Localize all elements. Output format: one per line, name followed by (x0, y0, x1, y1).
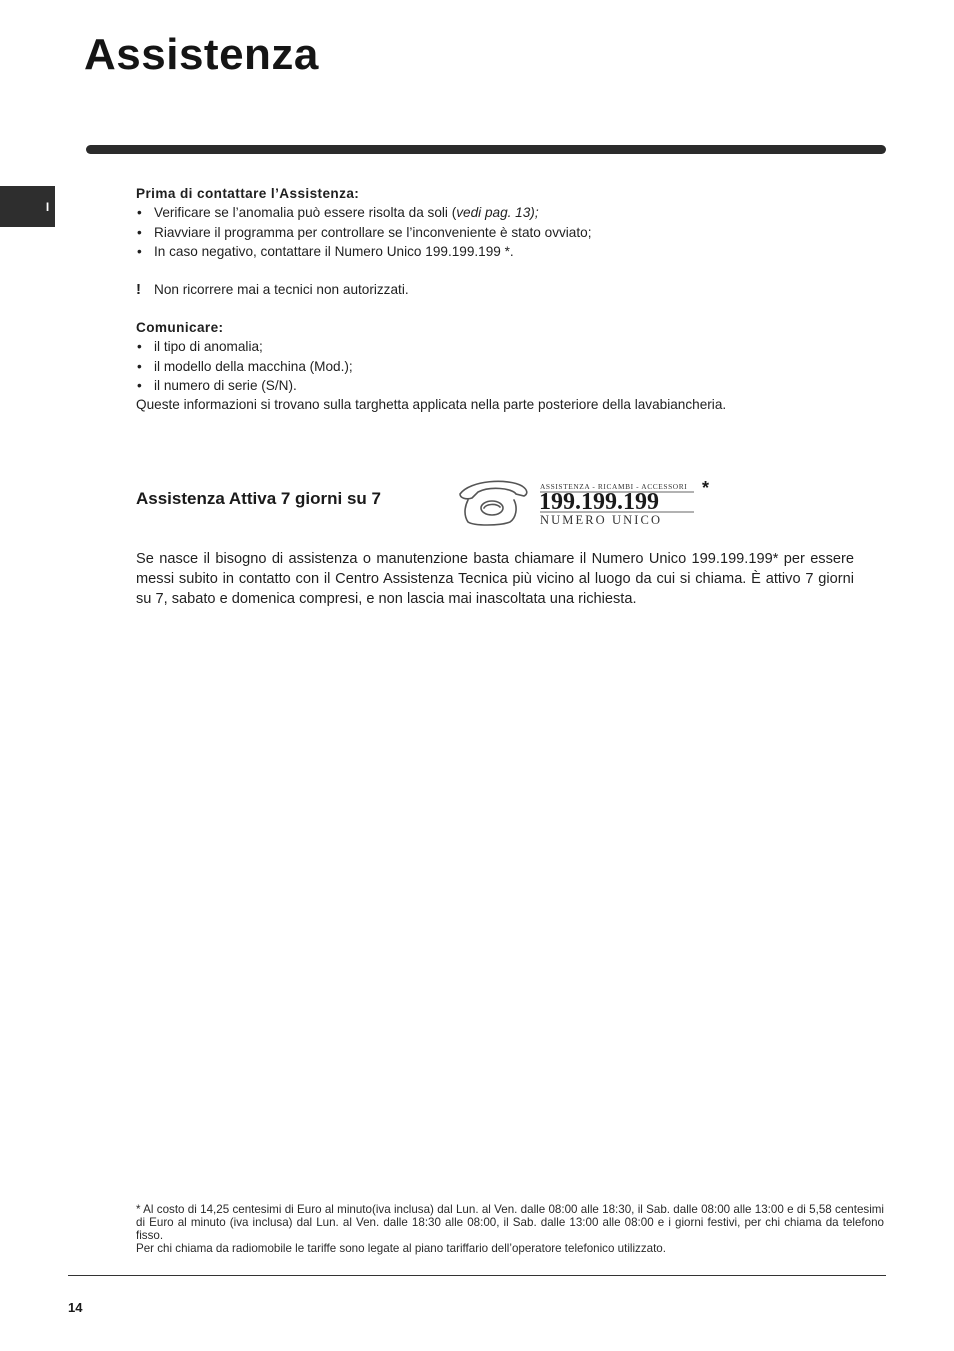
telephone-icon (460, 481, 527, 525)
list-item: • In caso negativo, contattare il Numero Unico 199.199.199 *. (136, 242, 874, 261)
page-title: Assistenza (84, 30, 319, 79)
before-contacting-section (136, 184, 874, 261)
assistance-7-days-heading: Assistenza Attiva 7 giorni su 7 (136, 489, 381, 508)
warning-mark-icon: ! (136, 281, 141, 298)
list-item: • il tipo di anomalia; (136, 337, 874, 356)
communicate-note: Queste informazioni si trovano sulla targhetta applicata nella parte posteriore della lavabiancheria. (136, 397, 727, 413)
logo-bottom-line: NUMERO UNICO (540, 513, 663, 527)
list-item: • Riavviare il programma per controllare se l’inconveniente è stato ovviato; (136, 223, 874, 242)
logo-top-line: ASSISTENZA - RICAMBI - ACCESSORI (540, 482, 688, 491)
list-item: • il numero di serie (S/N). (136, 376, 874, 395)
footnote-line-mobile: Per chi chiama da radiomobile le tariffe sono legate al piano tariffario dell’operatore telefonico utilizzato. (136, 1242, 666, 1255)
footnote-line-fixed: * Al costo di 14,25 centesimi di Euro al minuto(iva inclusa) dal Lun. al Ven. dalle 08:00 alle 18:30, il Sab. dalle 08:00 alle 13:00 e di 5,58 centesimi di Euro al minuto (iva inclusa) dal Lun. al Ven. dalle 18:30 alle 08:00, il Sab. dalle 13:00 alle 08:00 e i giorni festivi, per chi chiama da telefono fisso. (136, 1203, 884, 1242)
logo-asterisk: * (702, 478, 710, 498)
communicate-heading: Comunicare: (136, 320, 224, 335)
communicate-section (136, 318, 874, 414)
before-contacting-list (136, 203, 874, 261)
bottom-rule (68, 1275, 886, 1276)
assistance-paragraph: Se nasce il bisogno di assistenza o manutenzione basta chiamare il Numero Unico 199.199.199* per essere messi subito in contatto con il Centro Assistenza Tecnica più vicino al luogo da cui si chiama. È attivo 7 giorni su 7, sabato e domenica compresi, e non lascia mai inascoltata una richiesta. (136, 551, 854, 607)
list-item: • il modello della macchina (Mod.); (136, 357, 874, 376)
page-number: 14 (68, 1300, 83, 1315)
footnote (136, 1203, 884, 1255)
language-tab-label: I (45, 199, 50, 214)
communicate-list (136, 337, 874, 395)
language-tab (0, 186, 55, 227)
list-item: • Verificare se l’anomalia può essere risolta da soli (vedi pag. 13); (136, 203, 874, 222)
warning-text: Non ricorrere mai a tecnici non autorizzati. (154, 282, 409, 297)
logo-number: 199.199.199 (539, 489, 659, 515)
before-contacting-heading: Prima di contattare l’Assistenza: (136, 186, 360, 201)
numero-unico-logo (456, 474, 718, 530)
title-rule (86, 145, 886, 154)
warning-note (136, 280, 874, 299)
